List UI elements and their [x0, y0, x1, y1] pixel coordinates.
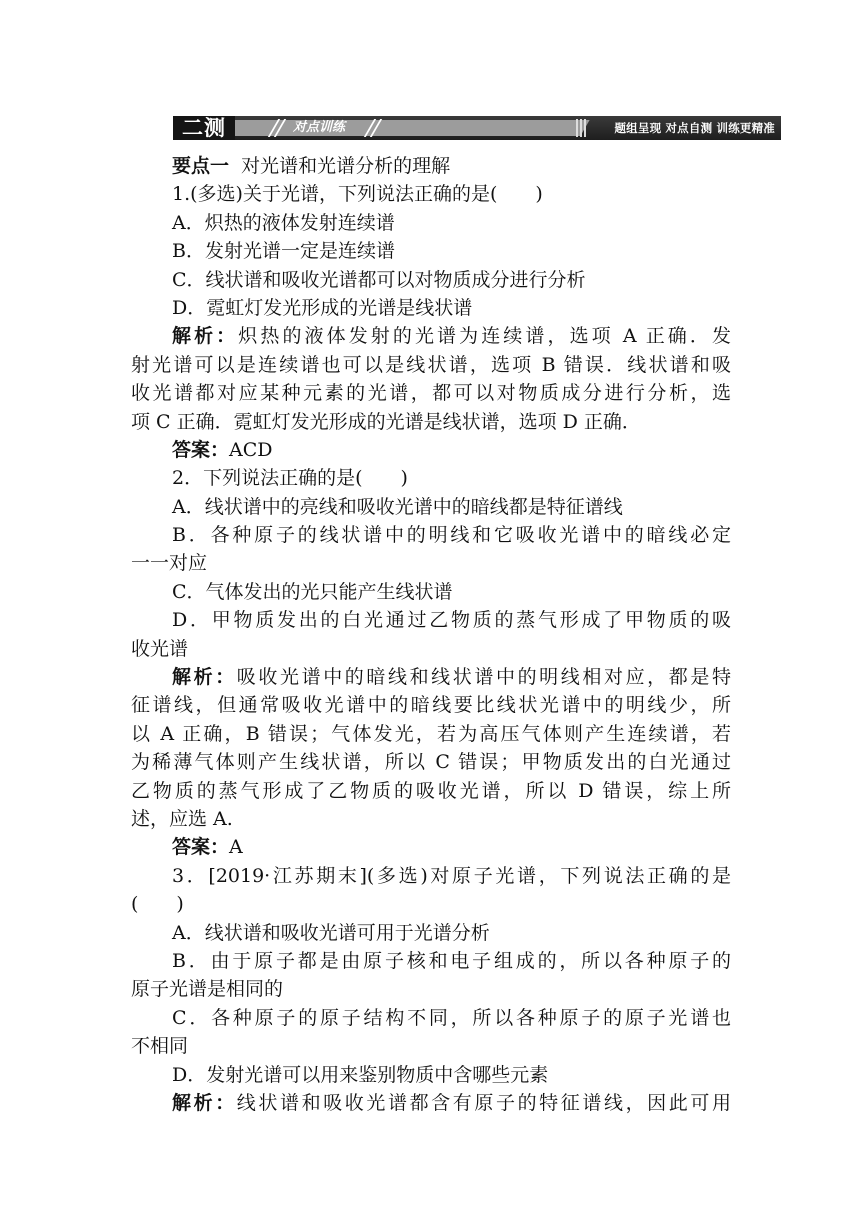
question-2-option-d-cont: 收光谱 [131, 637, 189, 660]
banner-bars-decoration [576, 119, 588, 137]
answer-value: ACD [229, 438, 273, 461]
question-3-option-b: B．由于原子都是由原子核和电子组成的，所以各种原子的 [172, 949, 731, 972]
question-3-analysis-line [131, 1089, 731, 1117]
section-banner [173, 116, 781, 140]
question-1-analysis-line: 射光谱可以是连续谱也可以是线状谱，选项 B 错误．线状谱和吸 [131, 353, 731, 376]
section-heading [131, 152, 731, 180]
question-2-answer [131, 833, 731, 861]
question-2-analysis-line: 征谱线，但通常吸收光谱中的暗线要比线状光谱中的明线少，所 [131, 694, 731, 717]
question-2-analysis-line [131, 663, 731, 691]
question-1-option-d: D．霓虹灯发光形成的光谱是线状谱 [172, 296, 473, 319]
question-1-stem: 1.(多选)关于光谱，下列说法正确的是( ) [172, 183, 543, 206]
analysis-text: 线状谱和吸收光谱都含有原子的特征谱线，因此可用 [236, 1091, 731, 1114]
question-1-option-a: A．炽热的液体发射连续谱 [172, 211, 395, 234]
question-2-analysis-line: 为稀薄气体则产生线状谱，所以 C 错误；甲物质发出的白光通过 [131, 751, 731, 774]
question-2-analysis-line: 以 A 正确，B 错误；气体发光，若为高压气体则产生连续谱，若 [131, 722, 731, 745]
question-3-option-b-cont: 原子光谱是相同的 [131, 978, 284, 1001]
analysis-text: 吸收光谱中的暗线和线状谱中的明线相对应，都是特 [236, 666, 731, 689]
question-1-answer [131, 436, 731, 464]
analysis-label: 解析： [172, 1091, 237, 1114]
question-3-option-c: C．各种原子的原子结构不同，所以各种原子的原子光谱也 [172, 1006, 731, 1029]
section-title: 对光谱和光谱分析的理解 [229, 155, 451, 177]
question-2-option-d: D．甲物质发出的白光通过乙物质的蒸气形成了甲物质的吸 [172, 609, 731, 632]
analysis-label: 解析： [172, 666, 237, 689]
question-2-analysis-line: 述，应选 A. [131, 807, 233, 830]
question-1-analysis-line: 收光谱都对应某种元素的光谱，都可以对物质成分进行分析，选 [131, 382, 731, 405]
answer-label: 答案： [172, 438, 230, 461]
analysis-label: 解析： [172, 325, 239, 348]
question-1-option-c: C．线状谱和吸收光谱都可以对物质成分进行分析 [172, 268, 586, 291]
question-2-stem: 2．下列说法正确的是( ) [172, 467, 408, 490]
question-2-option-b-cont: 一一对应 [131, 552, 208, 575]
banner-tag: 二测 [173, 116, 235, 140]
question-2-option-b: B．各种原子的线状谱中的明线和它吸收光谱中的暗线必定 [172, 524, 731, 547]
question-2-option-c: C．气体发出的光只能产生线状谱 [172, 580, 453, 603]
question-3-stem-cont: ( ) [131, 893, 184, 916]
question-1-analysis-line: 项 C 正确．霓虹灯发光形成的光谱是线状谱，选项 D 正确． [131, 410, 641, 433]
question-3-option-c-cont: 不相同 [131, 1035, 189, 1058]
question-2-analysis-line: 乙物质的蒸气形成了乙物质的吸收光谱，所以 D 错误，综上所 [131, 779, 731, 802]
question-3-stem: 3．[2019·江苏期末](多选)对原子光谱，下列说法正确的是 [172, 864, 731, 887]
answer-label: 答案： [172, 836, 230, 859]
question-2-option-a: A．线状谱中的亮线和吸收光谱中的暗线都是特征谱线 [172, 495, 623, 518]
section-label: 要点一 [172, 155, 230, 177]
question-3-option-a: A．线状谱和吸收光谱可用于光谱分析 [172, 921, 490, 944]
question-1-analysis-line [131, 322, 731, 350]
question-3-option-d: D．发射光谱可以用来鉴别物质中含哪些元素 [172, 1063, 549, 1086]
document-body [131, 152, 731, 1117]
banner-slogan: 题组呈现 对点自测 训练更精准 [614, 121, 775, 135]
answer-value: A [229, 836, 243, 859]
question-1-option-b: B．发射光谱一定是连续谱 [172, 240, 395, 263]
analysis-text: 炽热的液体发射的光谱为连续谱，选项 A 正确．发 [238, 325, 731, 348]
banner-subtitle: 对点训练 [293, 120, 346, 135]
